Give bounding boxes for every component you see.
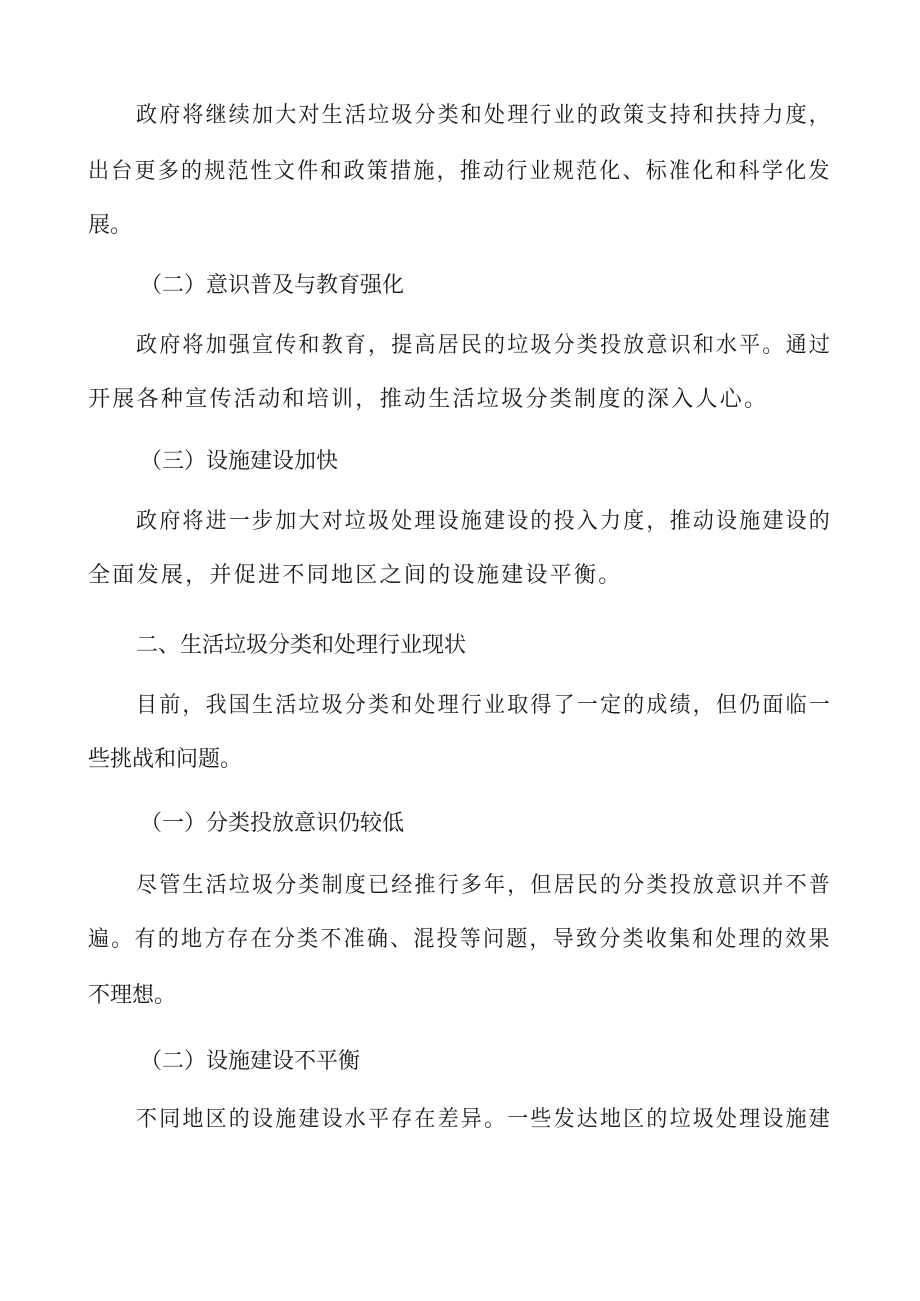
paragraph-line: 全面发展，并促进不同地区之间的设施建设平衡。 [88, 563, 623, 588]
section-subheading: （三）设施建设加快 [140, 449, 339, 474]
paragraph-line: 目前，我国生活垃圾分类和处理行业取得了一定的成绩，但仍面临一 [136, 693, 832, 718]
paragraph-line: 遍。有的地方存在分类不准确、混投等问题，导致分类收集和处理的效果 [88, 927, 832, 952]
section-subheading: （二）意识普及与教育强化 [140, 273, 405, 298]
section-subheading: （一）分类投放意识仍较低 [140, 811, 405, 836]
paragraph-line: 展。 [88, 213, 133, 238]
paragraph-line: 开展各种宣传活动和培训，推动生活垃圾分类制度的深入人心。 [88, 387, 769, 412]
paragraph-line: 不同地区的设施建设水平存在差异。一些发达地区的垃圾处理设施建 [136, 1107, 832, 1132]
paragraph-line: 政府将进一步加大对垃圾处理设施建设的投入力度，推动设施建设的 [136, 509, 832, 534]
section-heading: 二、生活垃圾分类和处理行业现状 [136, 633, 467, 658]
paragraph-line: 政府将继续加大对生活垃圾分类和处理行业的政策支持和扶持力度， [136, 103, 832, 128]
paragraph-line: 不理想。 [88, 983, 177, 1008]
paragraph-line: 政府将加强宣传和教育，提高居民的垃圾分类投放意识和水平。通过 [136, 333, 832, 358]
section-subheading: （二）设施建设不平衡 [140, 1049, 361, 1074]
paragraph-line: 出台更多的规范性文件和政策措施，推动行业规范化、标准化和科学化发 [88, 159, 832, 184]
paragraph-line: 尽管生活垃圾分类制度已经推行多年，但居民的分类投放意识并不普 [136, 873, 832, 898]
paragraph-line: 些挑战和问题。 [88, 747, 243, 772]
